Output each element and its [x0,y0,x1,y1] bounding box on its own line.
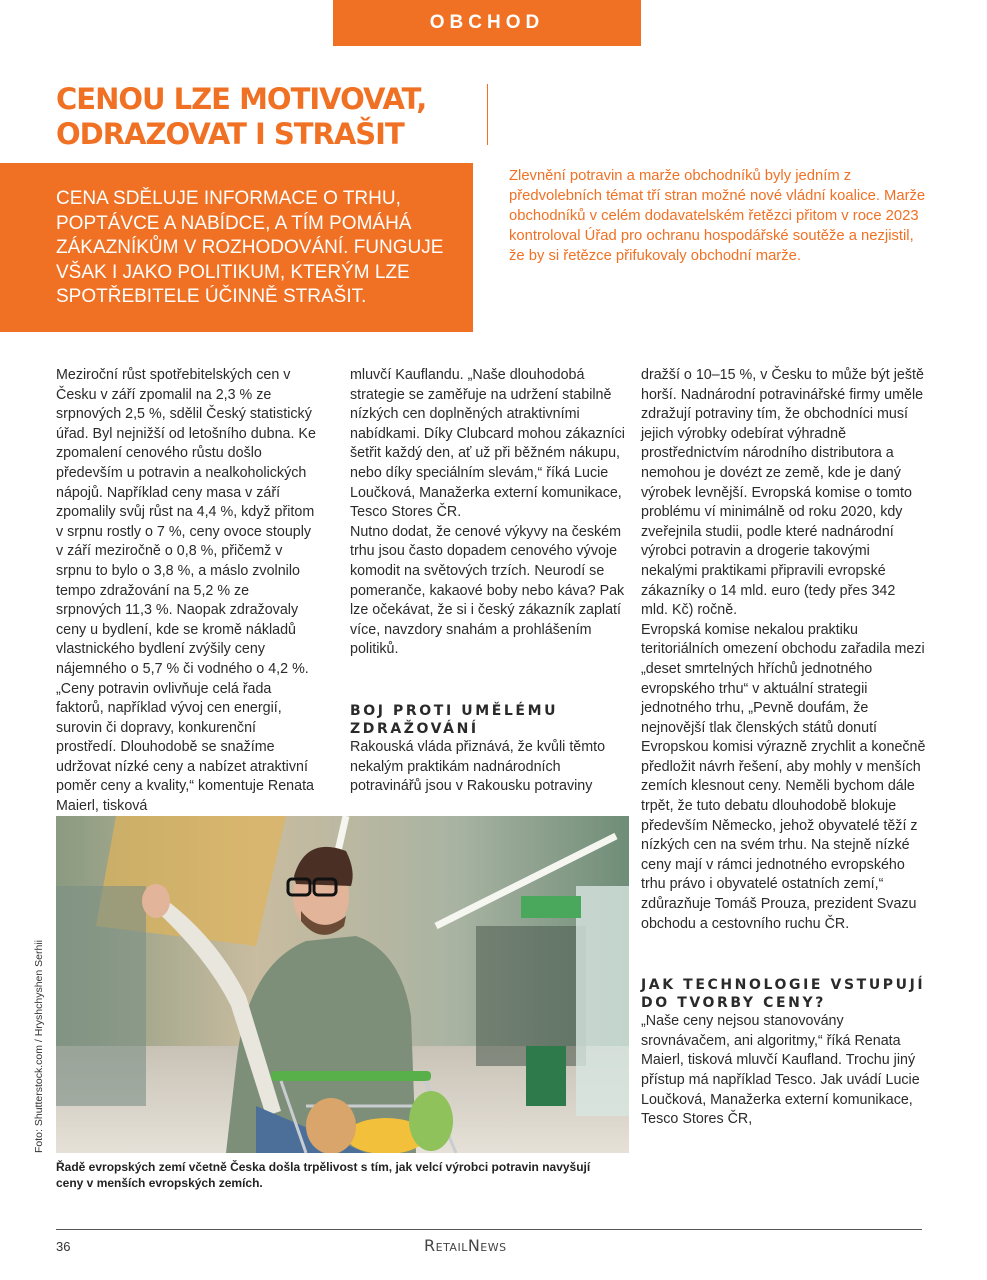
article-column-2 [350,366,630,797]
publication-logo: RetailNews [424,1236,507,1255]
headline-line-1: CENOU LZE MOTIVOVAT, [56,82,427,116]
lead-box [0,163,473,332]
footer-divider [56,1229,922,1230]
article-column-3 [641,366,926,1130]
headline-divider [487,84,488,145]
section-label: OBCHOD [333,0,641,46]
paragraph: dražší o 10–15 %, v Česku to může být ještě horší. Nadnárodní potravinářské firmy uměle zdražují potraviny tím, že obchodníci musí jejich výrobky odebírat výhradně prostřednictvím národního distributora a nemohou je dovézt ze země, kde je daný výrobek levnější. Evropská komise o tomto problému ví minimálně od roku 2020, kdy zveřejnila studii, podle které nadnárodní výrobci potravin a drogerie takovými nekalými praktikami připravili evropské zákazníky o 14 mld. euro (tedy přes 342 mld. Kč) ročně. [641,367,924,619]
perex-text: Zlevnění potravin a marže obchodníků byly jedním z předvolebních témat tří stran možné nové vládní koalice. Marže obchodníků v celém dodavatelském řetězci přitom v roce 2023 kontroloval Úřad pro ochranu hospodářské soutěže a nezjistil, že by si řetězce přifukovaly obchodní marže. [509,168,926,264]
subheading: BOJ PROTI UMĚLÉMU ZDRAŽOVÁNÍ [350,702,559,737]
photo-caption: Řadě evropských zemí včetně Česka došla trpělivost s tím, jak velcí výrobci potravin navyšují ceny v menších evropských zemích. [56,1160,591,1190]
page-number: 36 [56,1239,71,1254]
paragraph: Evropská komise nekalou praktiku teritoriálních omezení obchodu zařadila mezi „deset smrtelných hříchů jednotného evropského trhu“ v aktuální strategii jednotného trhu, „Pevně doufám, že nejnovější tlak členských států donutí Evropskou komisi výrazně zrychlit a konečně předložit návrh řešení, aby mohly v menších zemích klesnout ceny. Neměli bychom dále trpět, že tuto debatu dlouhodobě blokuje především Německo, jehož obyvatelé těží z nízkých cen na svém trhu. Na stejně nízké ceny mají v rámci jednotného evropského trhu právo i obyvatelé ostatních zemí,“ zdůrazňuje Tomáš Prouza, prezident Svazu obchodu a cestovního ruchu ČR. [641,621,926,932]
paragraph: Nutno dodat, že cenové výkyvy na českém trhu jsou často dopadem cenového vývoje komodit na světových trzích. Neurodí se pomeranče, kakaové boby nebo káva? Pak lze očekávat, že si i český zákazník zaplatí více, navzdory snahám a prohlášením politiků. [350,523,625,658]
paragraph: Rakouská vláda přiznává, že kvůli těmto nekalým praktikám nadnárodních potravinářů jsou v Rakousku potraviny [350,738,606,795]
article-column-1 [56,366,318,817]
page-title [56,82,476,152]
headline-line-2: ODRAZOVAT I STRAŠIT [56,117,404,151]
shopper-photo-illustration [56,816,629,1153]
paragraph: mluvčí Kauflandu. „Naše dlouhodobá strategie se zaměřuje na udržení stabilně nízkých cen doplněných atraktivními nabídkami. Díky Clubcard mohou zákazníci šetřit každý den, ať už při běžném nákupu, nebo díky speciálním slevám,“ říká Lucie Loučková, Manažerka externí komunikace, Tesco Stores ČR. [350,367,625,521]
paragraph: „Naše ceny nejsou stanovovány srovnávačem, ani algoritmy,“ říká Renata Maierl, tisková mluvčí Kaufland. Trochu jiný přístup má například Tesco. Jak uvádí Lucie Loučková, Manažerka externí komunikace, Tesco Stores ČR, [641,1013,920,1128]
subheading: JAK TECHNOLOGIE VSTUPUJÍ DO TVORBY CENY? [641,977,926,1012]
photo-credit: Foto: Shutterstock.com / Hryshchyshen Serhii [33,940,45,1153]
paragraph: Meziroční růst spotřebitelských cen v Česku v září zpomalil na 2,3 % ze srpnových 2,5 %, sdělil Český statistický úřad. Byl nejnižší od letošního dubna. Ke zpomalení cenového růstu došlo především u potravin a nealkoholických nápojů. Například ceny masa v září zpomalily svůj růst na 4,4 %, když přitom v srpnu rostly o 7 %, ceny ovoce stouply v září meziročně o 0,8 %, přičemž v srpnu to bylo o 3,8 %, a máslo zvolnilo tempo zdražování na 5,2 % ze srpnových 11,3 %. Naopak zdražovaly ceny u bydlení, kde se kromě nákladů vlastnického bydlení zvýšily ceny nájemného o 5,7 % či vodného o 4,2 %. [56,367,316,677]
article-photo [56,816,629,1153]
paragraph: „Ceny potravin ovlivňuje celá řada faktorů, například vývoj cen energií, surovin či dopravy, konkurenční prostředí. Dlouhodobě se snažíme udržovat nízké ceny a nabízet atraktivní poměr ceny a kvality,“ komentuje Renata Maierl, tisková [56,680,314,815]
lead-text: CENA SDĚLUJE INFORMACE O TRHU, POPTÁVCE A NABÍDCE, A TÍM POMÁHÁ ZÁKAZNÍKŮM V ROZHODOVÁNÍ. FUNGUJE VŠAK I JAKO POLITIKUM, KTERÝM LZE SPOTŘEBITELE ÚČINNĚ STRAŠIT. [56,188,444,307]
